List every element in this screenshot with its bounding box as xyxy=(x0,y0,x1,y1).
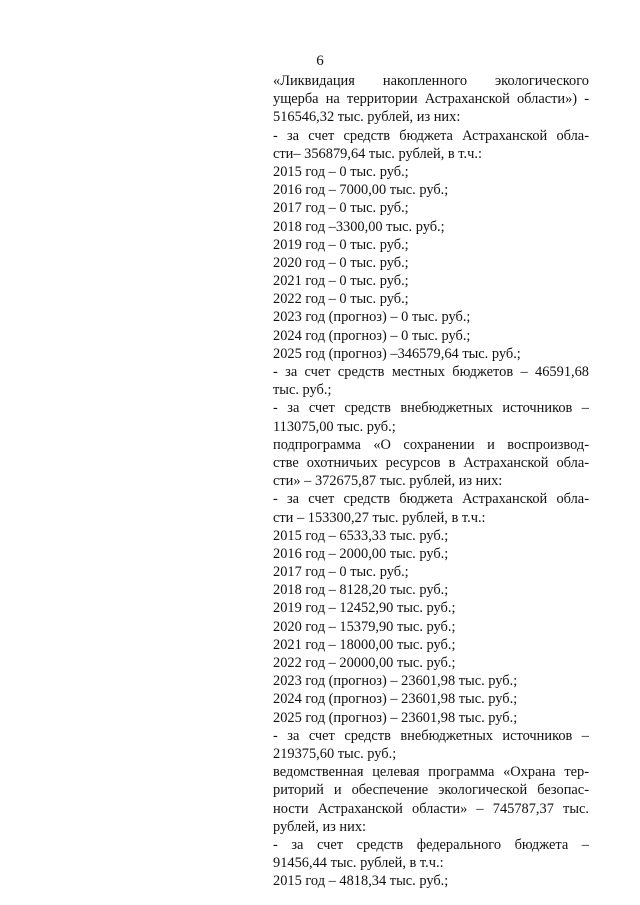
text-line: 2015 год – 6533,33 тыс. руб.; xyxy=(273,527,449,544)
text-line: 2023 год (прогноз) – 23601,98 тыс. руб.; xyxy=(273,673,518,690)
text-line: 2022 год – 20000,00 тыс. руб.; xyxy=(273,655,456,671)
text-line: 2023 год (прогноз) – 0 тыс. руб.; xyxy=(273,309,471,326)
text-line: 91456,44 тыс. рублей, в т.ч.: xyxy=(273,855,444,872)
text-line: 516546,32 тыс. рублей, из них: xyxy=(273,109,461,126)
text-line: 2024 год (прогноз) – 0 тыс. руб.; xyxy=(273,327,471,344)
text-line: - за счет средств внебюджетных источников – xyxy=(273,400,589,417)
text-line: ущерба на территории Астраханской области») - xyxy=(273,91,589,108)
text-line: 2015 год – 0 тыс. руб.; xyxy=(273,163,409,180)
text-line: 2015 год – 4818,34 тыс. руб.; xyxy=(273,873,449,890)
text-line: сти– 356879,64 тыс. рублей, в т.ч.: xyxy=(273,145,482,162)
page-number: 6 xyxy=(316,53,324,69)
text-line: 2022 год – 0 тыс. руб.; xyxy=(273,291,409,308)
text-column xyxy=(273,72,589,890)
text-line: 2016 год – 7000,00 тыс. руб.; xyxy=(273,182,449,199)
text-line: сти» – 372675,87 тыс. рублей, из них: xyxy=(273,473,503,490)
text-line: ности Астраханской области» – 745787,37 тыс. xyxy=(273,800,589,817)
text-line: сти – 153300,27 тыс. рублей, в т.ч.: xyxy=(273,509,486,526)
text-line: «Ликвидация накопленного экологического xyxy=(273,73,589,89)
text-line: 2017 год – 0 тыс. руб.; xyxy=(273,564,409,581)
text-line: 2021 год – 18000,00 тыс. руб.; xyxy=(273,636,456,653)
text-line: ведомственная целевая программа «Охрана тер- xyxy=(273,764,589,781)
text-line: 2019 год – 12452,90 тыс. руб.; xyxy=(273,600,456,617)
text-line: 2020 год – 0 тыс. руб.; xyxy=(273,254,409,271)
text-line: - за счет средств местных бюджетов – 46591,68 xyxy=(273,364,589,380)
text-line: 2017 год – 0 тыс. руб.; xyxy=(273,200,409,217)
text-line: 2024 год (прогноз) – 23601,98 тыс. руб.; xyxy=(273,691,518,708)
text-line: - за счет средств федерального бюджета – xyxy=(273,836,589,853)
text-line: - за счет средств бюджета Астраханской обла- xyxy=(273,491,589,508)
text-line: 2025 год (прогноз) – 23601,98 тыс. руб.; xyxy=(273,709,518,726)
text-line: 2025 год (прогноз) –346579,64 тыс. руб.; xyxy=(273,345,521,362)
text-line: 2018 год –3300,00 тыс. руб.; xyxy=(273,218,445,235)
text-line: стве охотничьих ресурсов в Астраханской обла- xyxy=(273,454,589,471)
text-line: 2021 год – 0 тыс. руб.; xyxy=(273,273,409,290)
text-line: риторий и обеспечение экологической безопас- xyxy=(273,782,589,799)
text-line: - за счет средств бюджета Астраханской обла- xyxy=(273,127,589,144)
text-line: 2016 год – 2000,00 тыс. руб.; xyxy=(273,545,449,562)
text-line: подпрограмма «О сохранении и воспроизвод- xyxy=(273,436,589,453)
text-line: 113075,00 тыс. руб.; xyxy=(273,418,396,435)
text-line: - за счет средств внебюджетных источников – xyxy=(273,727,589,744)
text-line: 2018 год – 8128,20 тыс. руб.; xyxy=(273,582,449,599)
text-line: 2020 год – 15379,90 тыс. руб.; xyxy=(273,618,456,635)
text-line: 2019 год – 0 тыс. руб.; xyxy=(273,236,409,253)
text-line: рублей, из них: xyxy=(273,818,367,835)
text-line: 219375,60 тыс. руб.; xyxy=(273,745,397,762)
text-line: тыс. руб.; xyxy=(273,382,332,399)
